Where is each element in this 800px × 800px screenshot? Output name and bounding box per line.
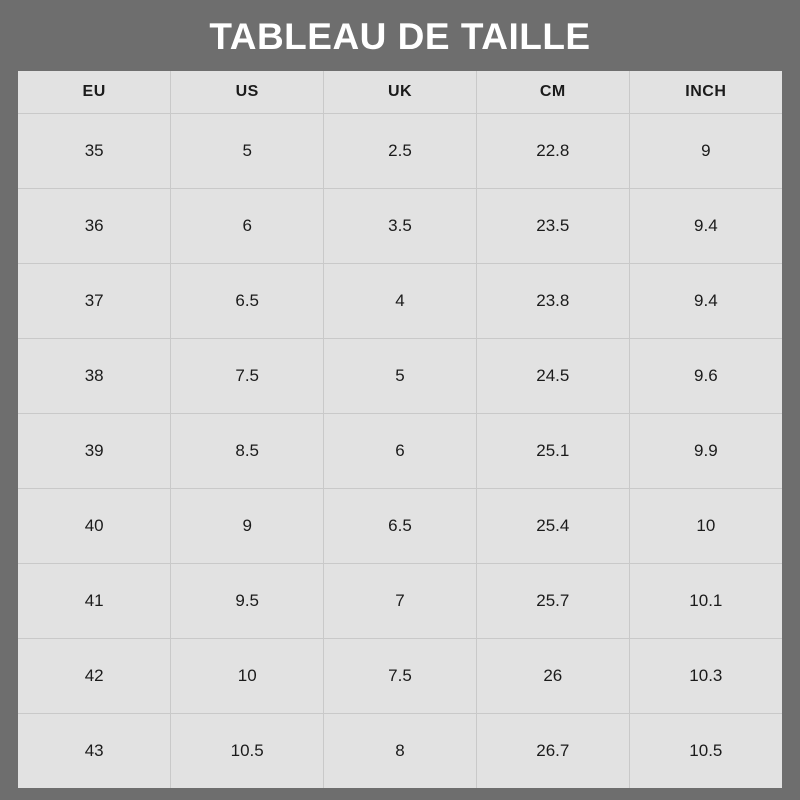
cell-eu: 39 [18,413,171,488]
table-header-row [18,71,782,114]
column-header-eu: EU [18,71,171,114]
table-row [18,113,782,188]
cell-uk: 5 [324,338,477,413]
table-row [18,488,782,563]
table-row [18,713,782,788]
cell-us: 6.5 [171,263,324,338]
cell-cm: 23.5 [476,188,629,263]
cell-cm: 23.8 [476,263,629,338]
cell-us: 7.5 [171,338,324,413]
cell-inch: 9.6 [629,338,782,413]
cell-eu: 41 [18,563,171,638]
cell-eu: 36 [18,188,171,263]
cell-eu: 42 [18,638,171,713]
cell-cm: 25.4 [476,488,629,563]
cell-cm: 24.5 [476,338,629,413]
table-row [18,263,782,338]
cell-cm: 25.1 [476,413,629,488]
cell-eu: 43 [18,713,171,788]
cell-uk: 6.5 [324,488,477,563]
cell-uk: 7 [324,563,477,638]
table-row [18,338,782,413]
cell-uk: 4 [324,263,477,338]
table-header [18,71,782,114]
cell-uk: 8 [324,713,477,788]
table-body [18,113,782,788]
cell-inch: 9 [629,113,782,188]
cell-inch: 10 [629,488,782,563]
cell-inch: 10.3 [629,638,782,713]
column-header-cm: CM [476,71,629,114]
column-header-inch: INCH [629,71,782,114]
column-header-us: US [171,71,324,114]
cell-inch: 9.4 [629,188,782,263]
column-header-uk: UK [324,71,477,114]
cell-inch: 9.9 [629,413,782,488]
cell-us: 10 [171,638,324,713]
table-row [18,188,782,263]
cell-inch: 10.5 [629,713,782,788]
table-row [18,413,782,488]
cell-us: 8.5 [171,413,324,488]
cell-inch: 9.4 [629,263,782,338]
cell-cm: 22.8 [476,113,629,188]
cell-uk: 3.5 [324,188,477,263]
cell-cm: 26.7 [476,713,629,788]
cell-us: 10.5 [171,713,324,788]
cell-eu: 35 [18,113,171,188]
table-row [18,563,782,638]
size-table-container [18,71,782,788]
cell-eu: 37 [18,263,171,338]
cell-cm: 26 [476,638,629,713]
page-title: TABLEAU DE TAILLE [209,16,591,57]
cell-uk: 2.5 [324,113,477,188]
size-table [18,71,782,788]
cell-eu: 40 [18,488,171,563]
cell-us: 5 [171,113,324,188]
cell-uk: 6 [324,413,477,488]
table-row [18,638,782,713]
cell-us: 9 [171,488,324,563]
cell-inch: 10.1 [629,563,782,638]
cell-uk: 7.5 [324,638,477,713]
cell-cm: 25.7 [476,563,629,638]
cell-us: 9.5 [171,563,324,638]
cell-us: 6 [171,188,324,263]
cell-eu: 38 [18,338,171,413]
